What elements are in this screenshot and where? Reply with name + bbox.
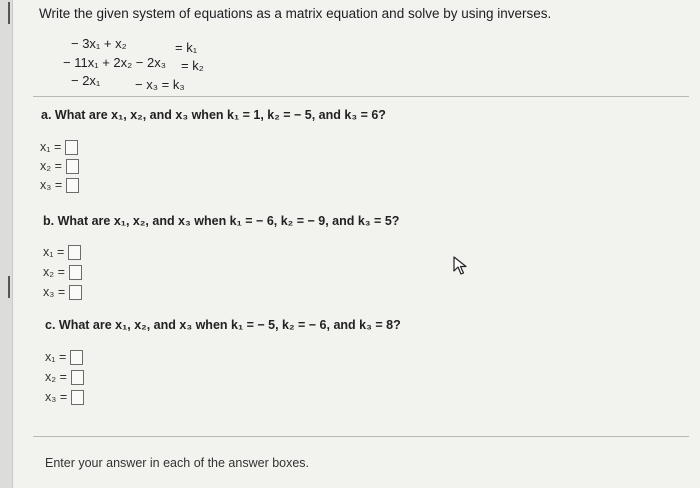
part-c-x3-input[interactable]: [71, 390, 84, 405]
part-a-x3-input[interactable]: [66, 178, 79, 193]
answer-label: x₁ =: [45, 350, 67, 364]
question-prompt: Write the given system of equations as a matrix equation and solve by using inverses.: [39, 6, 552, 21]
part-c-x2-row: [45, 369, 84, 385]
part-a-question: a. What are x₁, x₂, and x₃ when k₁ = 1, k₂ = − 5, and k₃ = 6?: [41, 108, 386, 122]
question-panel: [12, 0, 700, 488]
part-c-x3-row: [45, 389, 84, 405]
part-a-x1-row: [40, 139, 78, 155]
left-edge-mark: [8, 276, 10, 298]
part-b-x1-row: [43, 244, 81, 260]
divider: [33, 96, 689, 97]
equation-2-right: = k₂: [181, 58, 204, 73]
part-c-x1-row: [45, 349, 83, 365]
part-a-x3-row: [40, 177, 79, 193]
part-c-question: c. What are x₁, x₂, and x₃ when k₁ = − 5, k₂ = − 6, and k₃ = 8?: [45, 318, 401, 332]
part-b-x3-input[interactable]: [69, 285, 82, 300]
footer-instructions: Enter your answer in each of the answer boxes.: [45, 456, 310, 470]
part-b-x2-row: [43, 264, 82, 280]
part-b-x1-input[interactable]: [68, 245, 81, 260]
answer-label: x₃ =: [45, 390, 68, 404]
answer-label: x₂ =: [43, 265, 65, 279]
equation-3-right: − x₃ = k₃: [135, 77, 185, 92]
part-a-x2-input[interactable]: [66, 159, 79, 174]
divider: [33, 436, 689, 437]
part-a-x1-input[interactable]: [65, 140, 78, 155]
answer-label: x₁ =: [43, 245, 65, 259]
answer-label: x₁ =: [40, 140, 62, 154]
part-b-question: b. What are x₁, x₂, and x₃ when k₁ = − 6, k₂ = − 9, and k₃ = 5?: [43, 214, 400, 228]
answer-label: x₂ =: [45, 370, 67, 384]
part-c-x2-input[interactable]: [71, 370, 84, 385]
answer-label: x₃ =: [40, 178, 63, 192]
equation-2-left: − 11x₁ + 2x₂ − 2x₃: [63, 55, 167, 70]
left-edge-mark: [8, 2, 10, 24]
equation-1-right: = k₁: [175, 40, 198, 55]
equation-1-left: − 3x₁ + x₂: [71, 36, 127, 51]
mouse-pointer-icon: [453, 256, 469, 276]
part-c-x1-input[interactable]: [70, 350, 83, 365]
answer-label: x₂ =: [40, 159, 62, 173]
part-a-x2-row: [40, 158, 79, 174]
equation-3-left: − 2x₁: [71, 73, 101, 88]
part-b-x2-input[interactable]: [69, 265, 82, 280]
answer-label: x₃ =: [43, 285, 66, 299]
part-b-x3-row: [43, 284, 82, 300]
